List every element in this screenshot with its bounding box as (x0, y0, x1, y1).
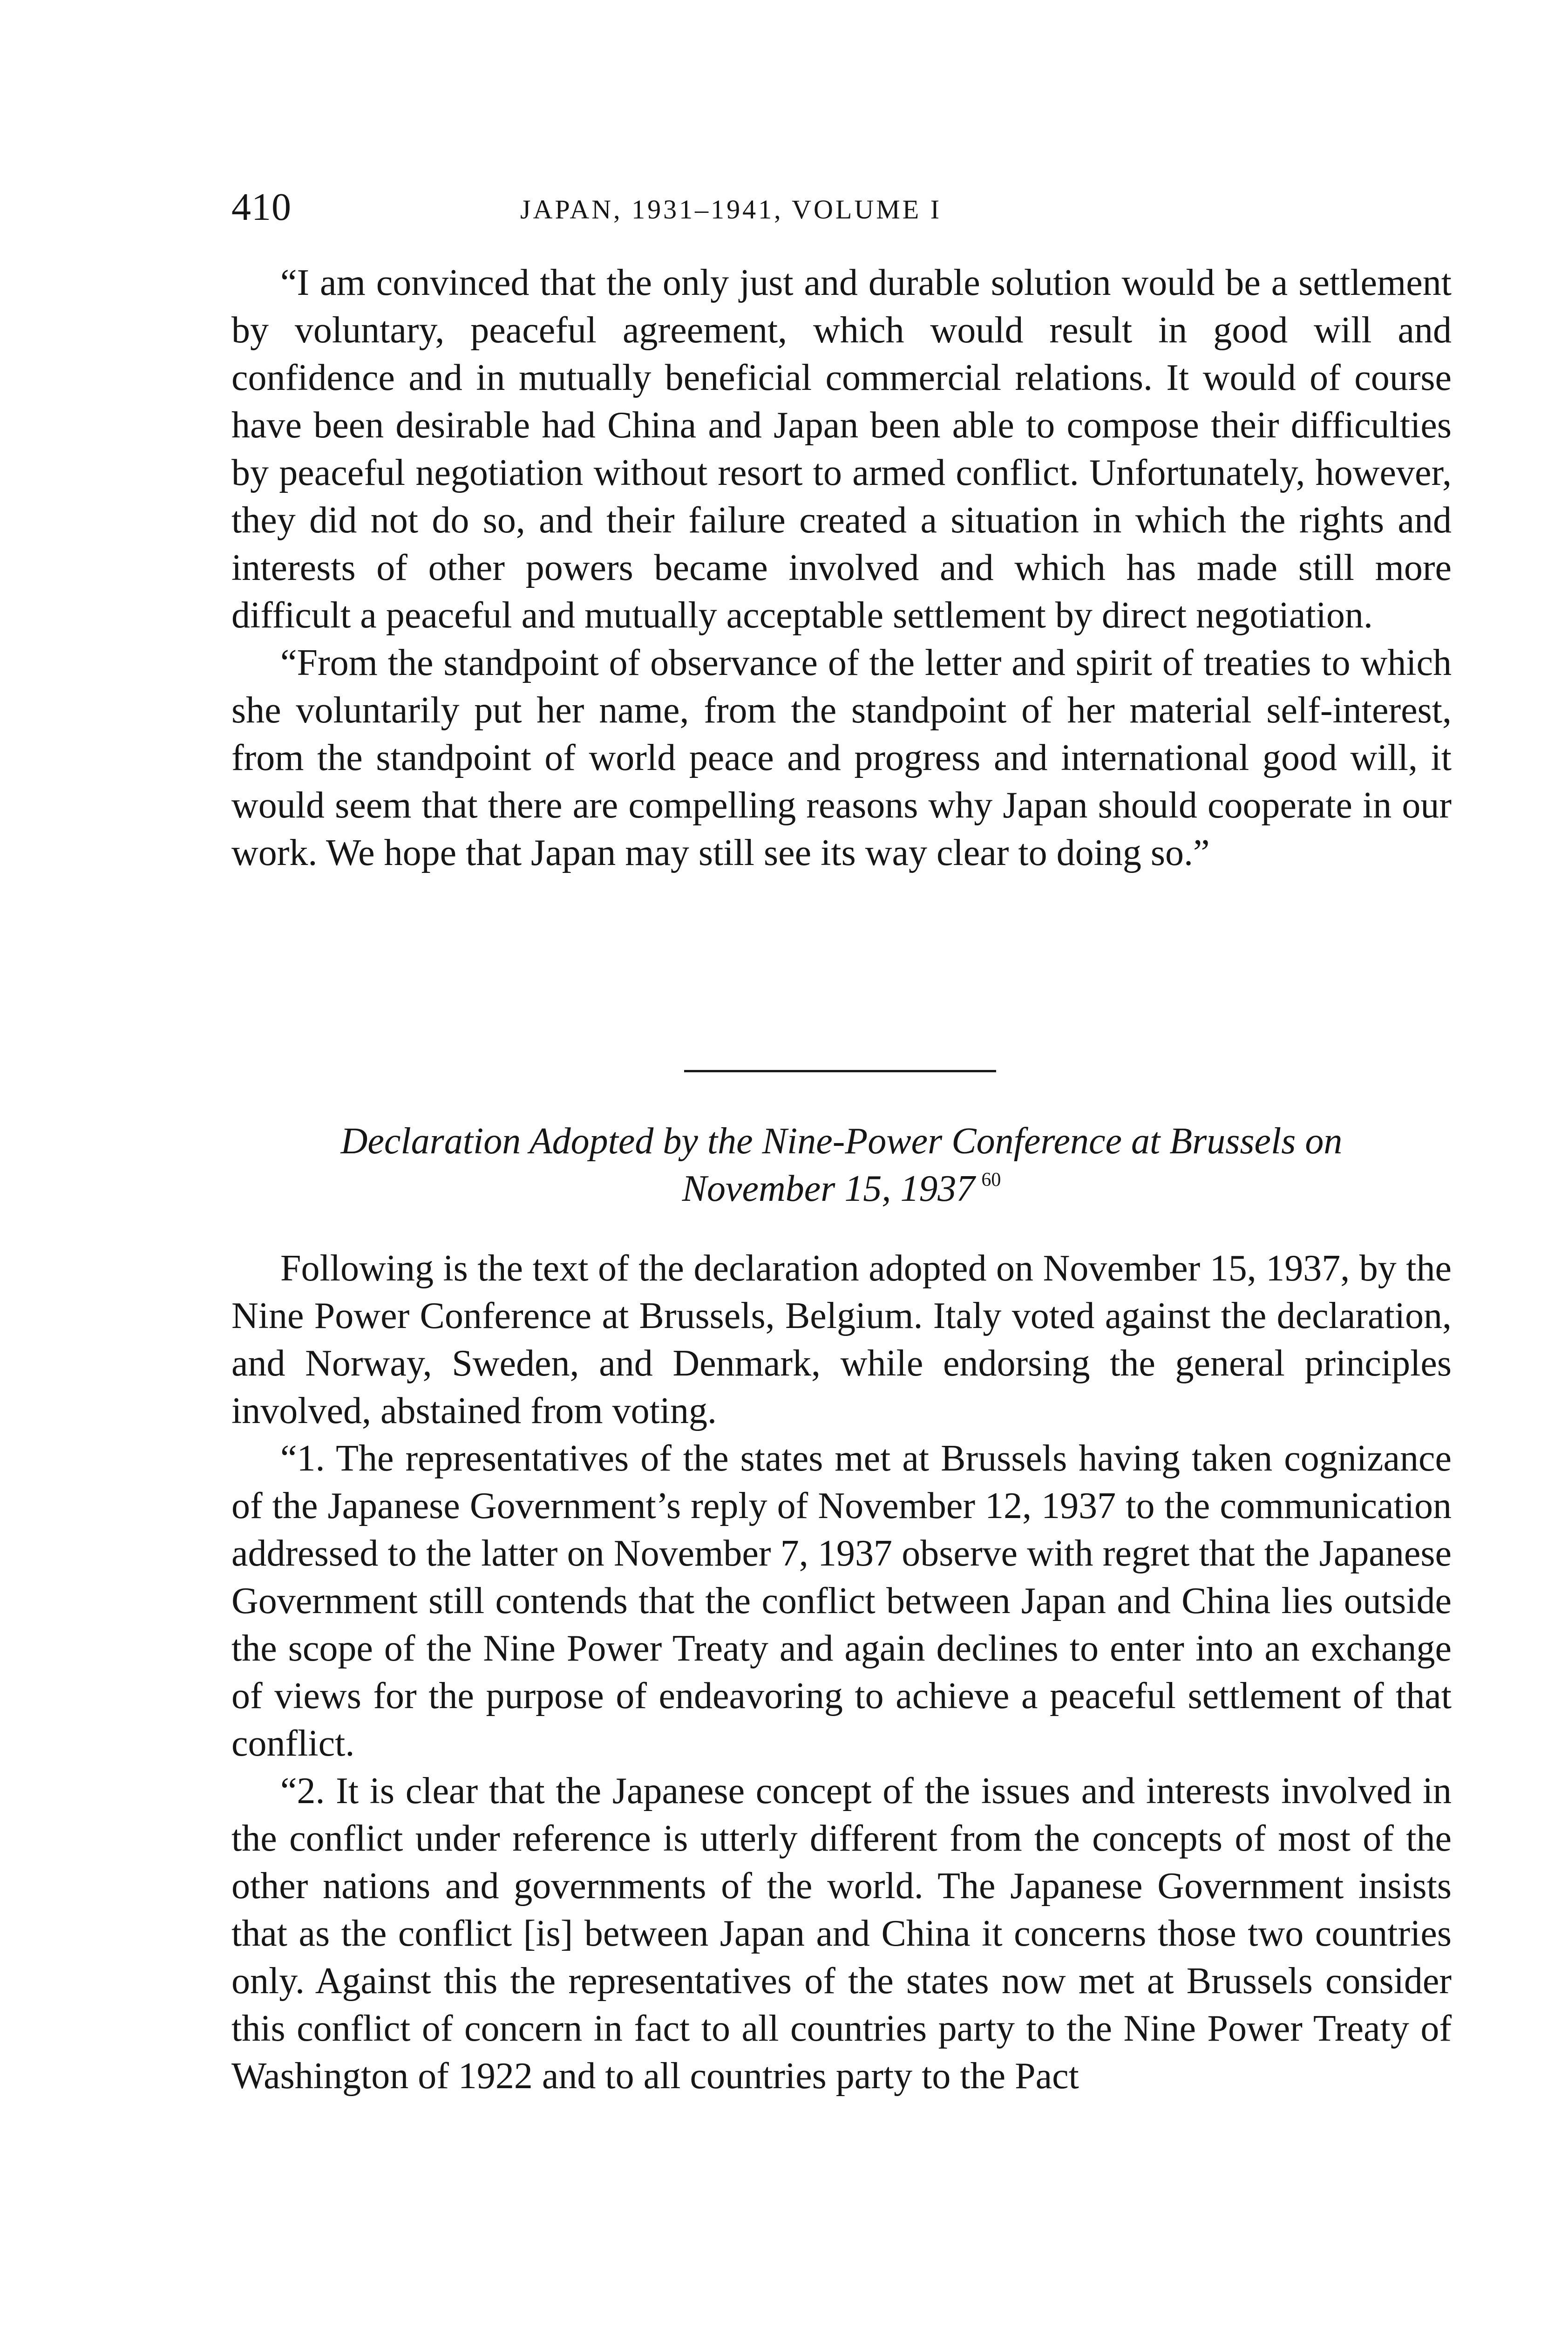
paragraph: “1. The representatives of the states met at Brussels having taken cognizance of the Japanese Government’s reply of November 12, 1937 to the communication addressed to the latter on November 7, 1937 observe with regret that the Japanese Government still contends that the conflict between Japan and China lies outside the scope of the Nine Power Treaty and again declines to enter into an exchange of views for the purpose of endeavoring to achieve a peaceful settlement of that conflict. (231, 1438, 1452, 1764)
paragraph: “From the standpoint of observance of the letter and spirit of treaties to which she voluntarily put her name, from the standpoint of her material self-interest, from the standpoint of world peace and progress and international good will, it would seem that there are compelling reasons why Japan should cooperate in our work. We hope that Japan may still see its way clear to doing so.” (231, 642, 1452, 873)
section-title-date: November 15, 1937 (682, 1168, 975, 1209)
section-title (231, 1117, 1452, 1212)
paragraph: Following is the text of the declaration adopted on November 15, 1937, by the Nine Power Conference at Brussels, Belgium. Italy voted against the declaration, and Norway, Sweden, and Denmark, while endorsing the general principles involved, abstained from voting. (231, 1248, 1452, 1431)
declaration-text (231, 1245, 1452, 2100)
page-header (231, 182, 1452, 233)
page-number: 410 (231, 185, 292, 229)
section-title-line-2 (231, 1165, 1452, 1212)
paragraph: “2. It is clear that the Japanese concept of the issues and interests involved in the conflict under reference is utterly different from the concepts of most of the other nations and governments of the world. The Japanese Government insists that as the conflict [is] between Japan and China it concerns those two countries only. Against this the representatives of the states now met at Brussels consider this conflict of concern in fact to all countries party to the Nine Power Treaty of Washington of 1922 and to all countries party to the Pact (231, 1771, 1452, 2097)
section-title-line-1: Declaration Adopted by the Nine-Power Conference at Brussels on (340, 1121, 1343, 1162)
section-divider (684, 1070, 996, 1072)
letter-excerpt (231, 259, 1452, 877)
footnote-reference: 60 (981, 1169, 1001, 1191)
running-head: JAPAN, 1931–1941, VOLUME I (520, 194, 942, 225)
paragraph: “I am convinced that the only just and durable solution would be a settlement by voluntary, peaceful agreement, which would result in good will and confidence and in mutually beneficial commercial relations. It would of course have been desirable had China and Japan been able to compose their difficulties by peaceful negotiation without resort to armed conflict. Unfortunately, however, they did not do so, and their failure created a situation in which the rights and interests of other powers became involved and which has made still more difficult a peaceful and mutually acceptable settlement by direct negotiation. (231, 262, 1452, 636)
